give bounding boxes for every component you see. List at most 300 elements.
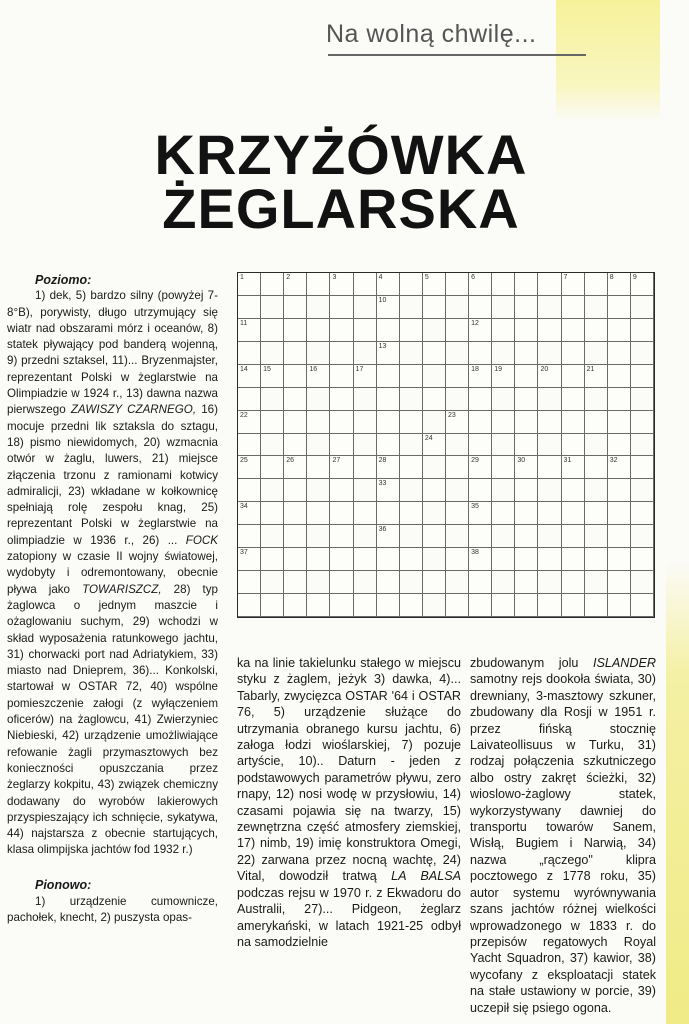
crossword-cell[interactable] [330,571,353,594]
crossword-cell[interactable] [469,296,492,319]
clue-number: 4 [378,274,383,281]
crossword-cell[interactable] [330,502,353,525]
crossword-cell[interactable] [608,479,631,502]
clue-number: 24 [424,434,433,442]
clue-number: 37 [240,549,248,557]
crossword-cell[interactable] [631,319,654,342]
clue-number: 30 [517,457,526,465]
crossword-block [261,571,284,594]
down-text-2b: podczas rejsu w 1970 r. z Ekwadoru do Australii, 27)... Pidgeon, żeglarz amerykański, w latach 1921-25 odbył na samodzielnie [237,885,461,949]
crossword-cell[interactable] [469,273,492,296]
crossword-block [631,434,654,457]
clue-number: 2 [286,274,291,281]
crossword-cell[interactable] [261,594,284,617]
crossword-cell[interactable] [423,342,446,365]
crossword-cell[interactable] [562,342,585,365]
crossword-cell[interactable] [538,319,561,342]
crossword-cell[interactable] [585,365,608,388]
crossword-cell[interactable] [261,456,284,479]
crossword-cell[interactable] [377,411,400,434]
crossword-cell[interactable] [284,388,307,411]
crossword-cell[interactable] [515,571,538,594]
crossword-block [585,434,608,457]
crossword-cell[interactable] [377,456,400,479]
across-heading: Poziomo: [35,273,92,287]
crossword-block [585,388,608,411]
crossword-block [492,388,515,411]
crossword-cell[interactable] [238,319,261,342]
crossword-cell[interactable] [284,342,307,365]
crossword-cell[interactable] [608,296,631,319]
crossword-cell[interactable] [469,594,492,617]
clues-column-2 [237,655,461,950]
crossword-cell[interactable] [492,548,515,571]
crossword-cell[interactable] [261,411,284,434]
crossword-cell[interactable] [492,502,515,525]
crossword-cell[interactable] [284,296,307,319]
crossword-cell[interactable] [562,273,585,296]
crossword-cell[interactable] [284,273,307,296]
crossword-cell[interactable] [585,502,608,525]
title-line-2: ŻEGLARSKA [162,177,520,240]
crossword-cell[interactable] [330,594,353,617]
crossword-cell[interactable] [284,502,307,525]
crossword-block [492,479,515,502]
crossword-cell[interactable] [400,411,423,434]
crossword-cell[interactable] [238,456,261,479]
crossword-cell[interactable] [307,594,330,617]
crossword-cell[interactable] [608,365,631,388]
clue-number: 11 [240,319,248,327]
crossword-cell[interactable] [608,594,631,617]
crossword-cell[interactable] [377,434,400,457]
crossword-block [585,525,608,548]
crossword-block [307,296,330,319]
clue-number: 20 [540,365,549,373]
crossword-block [538,388,561,411]
crossword-block [261,434,284,457]
crossword-cell[interactable] [377,365,400,388]
crossword-cell[interactable] [515,502,538,525]
crossword-cell[interactable] [515,342,538,365]
crossword-block [538,479,561,502]
crossword-block [446,479,469,502]
crossword-cell[interactable] [238,411,261,434]
crossword-cell[interactable] [423,273,446,296]
crossword-block [446,388,469,411]
crossword-block [307,479,330,502]
crossword-cell[interactable] [261,548,284,571]
crossword-cell[interactable] [492,319,515,342]
crossword-cell[interactable] [562,365,585,388]
crossword-cell[interactable] [400,594,423,617]
crossword-cell[interactable] [515,365,538,388]
clue-number: 27 [332,457,341,465]
crossword-cell[interactable] [631,548,654,571]
crossword-cell[interactable] [423,479,446,502]
crossword-cell[interactable] [284,319,307,342]
clue-number: 36 [378,526,387,534]
crossword-cell[interactable] [423,434,446,457]
crossword-cell[interactable] [585,548,608,571]
crossword-cell[interactable] [538,502,561,525]
crossword-cell[interactable] [330,456,353,479]
crossword-cell[interactable] [446,502,469,525]
crossword-cell[interactable] [261,319,284,342]
crossword-block [400,434,423,457]
across-text-1: 1) dek, 5) bardzo silny (powyżej 7-8°B), porywisty, długo utrzymujący się wiatr nad obszarami mórz i oceanów, 8) statek pływający pod banderą wojenną, 9) przedni sztaksel, 11)... Bryzenmajster, reprezentant Polski w żeglarstwie na Olimpiadzie w 1924 r., 13) dawna nazwa pierwszego [7,289,218,417]
crossword-cell[interactable] [330,434,353,457]
crossword-cell[interactable] [261,273,284,296]
crossword-cell[interactable] [400,273,423,296]
crossword-block [400,571,423,594]
header-underline [328,54,586,56]
crossword-block [446,296,469,319]
crossword-cell[interactable] [284,365,307,388]
clue-number: 29 [471,457,479,465]
down-text-3b: samotny rejs dookoła świata, 30) drewniany, 3-masztowy szkuner, zbudowany dla Rosji w 1951 r. przez fińską stocznię Laivateollisuus w Turku, 31) rodzaj połączenia szkutniczego albo ostry zakręt ścieżki, 32) wioslowo-żaglowy statek, wykorzystywany dawniej do transportu towarów Sanem, Wisłą, Bugiem i Narwią, 34) nazwa „rączego" klipra pocztowego z 1778 roku, 35) autor systemu wyrównywania szans jachtów różnej wielkości wprowadzonego w 1833 r. do przepisów regatowych Royal Yacht Squadron, 37) kawior, 38) wycofany z eksploatacji statek na stałe ustawiony w porcie, 39) uczepił się psiego ogona. [470,672,656,1015]
crossword-cell[interactable] [307,411,330,434]
crossword-cell[interactable] [608,342,631,365]
crossword-cell[interactable] [515,525,538,548]
crossword-cell[interactable] [515,548,538,571]
clue-number: 13 [378,342,387,350]
crossword-cell[interactable] [400,502,423,525]
crossword-cell[interactable] [538,273,561,296]
crossword-block [400,342,423,365]
crossword-block [261,525,284,548]
crossword-cell[interactable] [354,502,377,525]
crossword-block [538,342,561,365]
crossword-cell[interactable] [562,525,585,548]
crossword-cell[interactable] [423,388,446,411]
crossword-cell[interactable] [492,594,515,617]
crossword-cell[interactable] [515,479,538,502]
crossword-cell[interactable] [307,502,330,525]
crossword-cell[interactable] [307,548,330,571]
crossword-block [354,571,377,594]
crossword-cell[interactable] [330,342,353,365]
clue-number: 15 [263,365,271,373]
crossword-cell[interactable] [608,548,631,571]
crossword-cell[interactable] [631,411,654,434]
clue-number: 8 [609,274,614,281]
clue-number: 34 [240,503,248,511]
crossword-cell[interactable] [515,319,538,342]
crossword-block [354,434,377,457]
clue-number: 18 [471,365,479,373]
crossword-cell[interactable] [400,548,423,571]
clue-number: 7 [563,274,568,281]
crossword-cell[interactable] [330,365,353,388]
crossword-cell[interactable] [608,388,631,411]
across-text-3: zatopiony w czasie II wojny światowej, wydobyty i odremontowany, obecnie pływa jako [7,550,218,596]
crossword-cell[interactable] [469,411,492,434]
crossword-cell[interactable] [330,411,353,434]
crossword-cell[interactable] [377,319,400,342]
crossword-cell[interactable] [585,273,608,296]
clue-number: 17 [355,365,364,373]
crossword-block [631,479,654,502]
crossword-cell[interactable] [631,273,654,296]
crossword-cell[interactable] [377,296,400,319]
crossword-block [261,342,284,365]
crossword-cell[interactable] [538,594,561,617]
crossword-cell[interactable] [400,365,423,388]
crossword-cell[interactable] [330,548,353,571]
crossword-cell[interactable] [400,319,423,342]
crossword-block [538,571,561,594]
crossword-cell[interactable] [330,525,353,548]
crossword-cell[interactable] [307,365,330,388]
crossword-block [261,388,284,411]
crossword-cell[interactable] [469,571,492,594]
crossword-cell[interactable] [238,479,261,502]
clue-number: 6 [471,274,476,281]
crossword-cell[interactable] [585,411,608,434]
crossword-cell[interactable] [238,273,261,296]
crossword-cell[interactable] [608,456,631,479]
clue-number: 22 [240,411,248,419]
crossword-cell[interactable] [238,342,261,365]
crossword-block [538,525,561,548]
crossword-cell[interactable] [284,571,307,594]
crossword-cell[interactable] [354,456,377,479]
section-header [326,20,586,60]
crossword-cell[interactable] [515,388,538,411]
crossword-cell[interactable] [562,502,585,525]
crossword-cell[interactable] [469,434,492,457]
crossword-cell[interactable] [377,571,400,594]
crossword-cell[interactable] [608,434,631,457]
crossword-cell[interactable] [469,319,492,342]
crossword-cell[interactable] [238,548,261,571]
crossword-cell[interactable] [562,296,585,319]
crossword-block [631,571,654,594]
crossword-cell[interactable] [469,342,492,365]
crossword-cell[interactable] [330,319,353,342]
crossword-cell[interactable] [469,502,492,525]
crossword-cell[interactable] [469,456,492,479]
crossword-cell[interactable] [238,502,261,525]
crossword-cell[interactable] [492,411,515,434]
crossword-block [354,296,377,319]
crossword-block [492,296,515,319]
crossword-cell[interactable] [515,434,538,457]
crossword-cell[interactable] [284,594,307,617]
crossword-cell[interactable] [400,456,423,479]
crossword-cell[interactable] [446,365,469,388]
crossword-cell[interactable] [538,456,561,479]
clue-number: 26 [286,457,295,465]
crossword-cell[interactable] [515,273,538,296]
crossword-cell[interactable] [608,319,631,342]
crossword-cell[interactable] [261,365,284,388]
crossword-block [631,342,654,365]
crossword-block [446,342,469,365]
crossword-cell[interactable] [469,548,492,571]
crossword-cell[interactable] [469,388,492,411]
crossword-cell[interactable] [492,456,515,479]
crossword-cell[interactable] [377,594,400,617]
crossword-cell[interactable] [261,502,284,525]
crossword-block [538,296,561,319]
crossword-cell[interactable] [354,319,377,342]
crossword-cell[interactable] [423,571,446,594]
crossword-cell[interactable] [585,594,608,617]
crossword-cell[interactable] [377,525,400,548]
down-italic-3: ISLANDER [593,656,656,670]
crossword-cell[interactable] [608,411,631,434]
crossword-block [423,548,446,571]
crossword-cell[interactable] [238,365,261,388]
across-text-4: 28) typ żaglowca o jednym maszcie i ożaglowaniu suchym, 29) wchodzi w skład wyposażenia ratunkowego jachtu, 31) chorwacki port nad Adriatykiem, 33) miasto nad Dnieprem, 36)... Konkolski, startował w OSTAR 72, 40) wspólne pomieszczenie załogi (z wyłączeniem oficerów) na żaglowcu, 41) Zwierzyniec Niebieski, 42) urządzenie umożliwiające refowanie żagli przymasztowych bez konieczności opuszczania przez żeglarzy kokpitu, 43) związek chemiczny dodawany do wyrobów lakierowych przyspieszający ich schnięcie, sykatywa, 44) najstarsza z obecnie startujących, klasa olimpijska jachtów fod 1932 r.) [7,582,219,857]
crossword-cell[interactable] [631,594,654,617]
across-italic-3: TOWARISZCZ, [82,582,162,596]
crossword-cell[interactable] [562,571,585,594]
crossword-block [261,479,284,502]
page-title [106,123,576,240]
clue-number: 14 [240,365,248,373]
crossword-cell[interactable] [469,365,492,388]
crossword-cell[interactable] [492,365,515,388]
crossword-cell[interactable] [238,388,261,411]
crossword-cell[interactable] [330,388,353,411]
clue-number: 28 [378,457,387,465]
crossword-cell[interactable] [515,296,538,319]
crossword-cell[interactable] [377,342,400,365]
crossword-block [492,571,515,594]
crossword-cell[interactable] [238,296,261,319]
crossword-cell[interactable] [284,525,307,548]
crossword-cell[interactable] [354,548,377,571]
crossword-cell[interactable] [446,548,469,571]
crossword-cell[interactable] [423,525,446,548]
crossword-block [585,571,608,594]
crossword-cell[interactable] [562,456,585,479]
crossword-cell[interactable] [469,479,492,502]
clue-number: 12 [471,319,479,327]
crossword-cell[interactable] [377,479,400,502]
crossword-cell[interactable] [446,456,469,479]
crossword-cell[interactable] [377,273,400,296]
crossword-cell[interactable] [354,594,377,617]
crossword-cell[interactable] [631,502,654,525]
crossword-block [307,571,330,594]
crossword-block [446,571,469,594]
crossword-cell[interactable] [284,456,307,479]
crossword-cell[interactable] [562,479,585,502]
crossword-cell[interactable] [538,365,561,388]
crossword-cell[interactable] [446,411,469,434]
crossword-cell[interactable] [284,479,307,502]
crossword-cell[interactable] [354,365,377,388]
crossword-cell[interactable] [608,525,631,548]
crossword-cell[interactable] [307,319,330,342]
crossword-cell[interactable] [469,525,492,548]
crossword-cell[interactable] [562,594,585,617]
crossword-cell[interactable] [562,388,585,411]
crossword-cell[interactable] [377,548,400,571]
crossword-cell[interactable] [631,456,654,479]
clues-column-1 [7,272,218,927]
crossword-block [631,388,654,411]
down-text-2a: ka na linie takielunku stałego w miejscu styku z żaglem, jeżyk 3) dawka, 4)... Tabarly, zwycięzca OSTAR '64 i OSTAR 76, 5) urządzenie służące do utrzymania obranego kursu jachtu, 6) załoga łodzi wioślarskiej, 7) pozuje artyście, 10).. Daturn - jeden z podstawowych parametrów pływu, zero rnapy, 12) nosi wodę w przysłowiu, 14) czasami pojawia się na twarzy, 15) zewnętrzna część atmosfery ziemskiej, 17) nimb, 19) imię konstruktora Omegi, 22) zarwana przez nocną wachtę, 24) Vital, dowodził tratwą [237,656,461,884]
crossword-cell[interactable] [330,296,353,319]
crossword-cell[interactable] [562,319,585,342]
clue-number: 16 [309,365,318,373]
clue-number: 38 [471,549,479,557]
crossword-block [307,342,330,365]
crossword-cell[interactable] [608,571,631,594]
crossword-cell[interactable] [238,525,261,548]
crossword-cell[interactable] [354,273,377,296]
crossword-cell[interactable] [585,319,608,342]
crossword-cell[interactable] [631,365,654,388]
crossword-block [400,479,423,502]
crossword-cell[interactable] [307,273,330,296]
clue-number: 19 [494,365,503,373]
crossword-cell[interactable] [377,388,400,411]
crossword-cell[interactable] [515,594,538,617]
crossword-cell[interactable] [354,411,377,434]
crossword-cell[interactable] [284,411,307,434]
yellow-accent-band [556,0,660,122]
crossword-cell[interactable] [562,434,585,457]
down-italic-2: LA BALSA [391,869,461,884]
crossword-cell[interactable] [562,411,585,434]
across-italic-1: ZAWISZY CZARNEGO, [70,403,197,417]
crossword-cell[interactable] [284,548,307,571]
crossword-cell[interactable] [307,456,330,479]
crossword-cell[interactable] [538,548,561,571]
clue-number: 1 [240,274,244,281]
crossword-block [354,525,377,548]
crossword-block [400,525,423,548]
crossword-cell[interactable] [446,319,469,342]
clue-number: 25 [240,457,248,465]
crossword-grid[interactable] [237,272,655,618]
crossword-cell[interactable] [377,502,400,525]
crossword-cell[interactable] [238,594,261,617]
crossword-cell[interactable] [446,594,469,617]
crossword-cell[interactable] [330,479,353,502]
crossword-cell[interactable] [238,571,261,594]
crossword-block [307,388,330,411]
clue-number: 31 [563,457,572,465]
clues-column-3 [470,655,656,1016]
across-text-2: 16) mocuje przedni lik sztaksla do sztagu, 18) pismo niewidomych, 20) wzmacnia otwór w żaglu, luwers, 21) miejsce złączenia trzonu z ramionami kotwicy admiralicji, 23) wkładane w kołkownicę spełniają rolę zespołu knag, 25) reprezentant Polski w żeglarstwie na olimpiadzie w 1936 r., 26) ... [7,403,218,547]
crossword-cell[interactable] [585,456,608,479]
crossword-cell[interactable] [608,502,631,525]
crossword-block [538,434,561,457]
crossword-cell[interactable] [423,296,446,319]
crossword-cell[interactable] [608,273,631,296]
clue-number: 3 [332,274,337,281]
crossword-cell[interactable] [515,456,538,479]
crossword-cell[interactable] [538,411,561,434]
crossword-cell[interactable] [492,273,515,296]
across-italic-2: FOCK [185,533,218,547]
crossword-cell[interactable] [562,548,585,571]
crossword-cell[interactable] [284,434,307,457]
clue-number: 23 [447,411,456,419]
crossword-cell[interactable] [238,434,261,457]
crossword-cell[interactable] [446,273,469,296]
title-line-1: KRZYŻÓWKA [154,123,528,186]
crossword-cell[interactable] [515,411,538,434]
crossword-cell[interactable] [330,273,353,296]
